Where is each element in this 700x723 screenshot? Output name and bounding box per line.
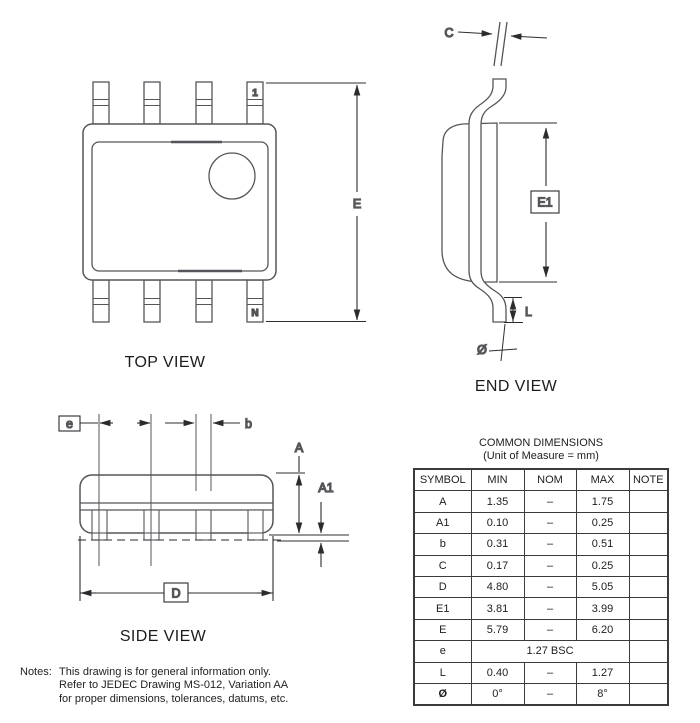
table-row <box>414 683 668 705</box>
notes-heading: Notes: <box>20 666 52 678</box>
end-view-title: END VIEW <box>474 378 558 395</box>
table-cell <box>629 683 668 705</box>
dim-A1-lines <box>269 502 349 567</box>
table-cell <box>629 576 668 597</box>
notes-lines <box>59 666 288 706</box>
dim-C-lines <box>458 32 547 38</box>
table-cell: 0.17 <box>471 555 524 576</box>
table-cell: 1.75 <box>576 491 629 512</box>
dim-A-lines <box>276 456 305 533</box>
table-cell: 0.25 <box>576 512 629 533</box>
dim-L-lines <box>504 298 523 323</box>
notes-line: Refer to JEDEC Drawing MS-012, Variation AA <box>59 679 289 692</box>
table-row <box>414 555 668 576</box>
side-view-body-outline <box>80 475 273 533</box>
dim-label-b: b <box>245 417 252 431</box>
table-row <box>414 662 668 683</box>
table-cell <box>629 619 668 640</box>
dim-label-C: C <box>444 26 454 40</box>
table-row <box>414 491 668 512</box>
table-cell: 5.79 <box>471 619 524 640</box>
dim-label-A: A <box>294 441 304 455</box>
table-cell: – <box>524 619 576 640</box>
table-cell: – <box>524 534 576 555</box>
table-cell: – <box>524 576 576 597</box>
table-cell <box>629 534 668 555</box>
table-cell: 4.80 <box>471 576 524 597</box>
table-header-row <box>414 469 668 491</box>
table-cell: 3.99 <box>576 598 629 619</box>
table-row <box>414 534 668 555</box>
table-row <box>414 576 668 597</box>
table-cell: e <box>414 641 471 662</box>
top-view <box>83 82 366 371</box>
table-cell: – <box>524 683 576 705</box>
lead-section-line-1 <box>494 22 500 66</box>
table-cell: – <box>524 662 576 683</box>
table-cell: C <box>414 555 471 576</box>
table-row <box>414 598 668 619</box>
table-row <box>414 641 668 662</box>
top-view-bottom-pins <box>93 280 263 322</box>
table-cell: 3.81 <box>471 598 524 619</box>
dim-label-angle: Ø <box>477 343 487 357</box>
table-cell: Ø <box>414 683 471 705</box>
dim-label-E: E <box>352 197 362 211</box>
table-cell <box>629 491 668 512</box>
table-cell: E1 <box>414 598 471 619</box>
table-cell: – <box>524 491 576 512</box>
end-view <box>442 22 559 395</box>
pinN-label: N <box>251 308 259 319</box>
table-cell: – <box>524 555 576 576</box>
table-cell <box>629 641 668 662</box>
table-cell <box>629 555 668 576</box>
table-cell <box>629 662 668 683</box>
table-cell: E <box>414 619 471 640</box>
lead-section-line-2 <box>501 22 507 66</box>
dim-label-E1: E1 <box>537 195 553 210</box>
table-cell: 0.25 <box>576 555 629 576</box>
col-header-note: NOTE <box>629 469 668 491</box>
table-cell: 1.35 <box>471 491 524 512</box>
side-view-title: SIDE VIEW <box>119 628 207 645</box>
dimensions-table-block <box>412 437 670 706</box>
table-cell: L <box>414 662 471 683</box>
table-cell: 5.05 <box>576 576 629 597</box>
dim-angle-lines <box>489 324 517 361</box>
notes-line: This drawing is for general information only. <box>59 666 271 678</box>
notes-line: for proper dimensions, tolerances, datums, etc. <box>59 692 289 705</box>
table-row <box>414 512 668 533</box>
table-cell: D <box>414 576 471 597</box>
table-cell: 0° <box>471 683 524 705</box>
dimensions-table <box>413 468 669 706</box>
col-header-symbol: SYMBOL <box>414 469 471 491</box>
table-cell: – <box>524 512 576 533</box>
table-cell: 1.27 <box>576 662 629 683</box>
side-view <box>59 414 349 645</box>
table-cell: 0.10 <box>471 512 524 533</box>
table-row <box>414 619 668 640</box>
pin1-label: 1 <box>252 88 258 99</box>
table-cell: b <box>414 534 471 555</box>
table-cell: A <box>414 491 471 512</box>
table-cell: 0.31 <box>471 534 524 555</box>
top-view-title: TOP VIEW <box>124 354 206 371</box>
col-header-nom: NOM <box>524 469 576 491</box>
table-subtitle: (Unit of Measure = mm) <box>483 450 599 462</box>
table-cell: 6.20 <box>576 619 629 640</box>
top-pin-bend-lines <box>93 100 263 106</box>
package-body-outline <box>83 124 276 280</box>
bottom-pin-bend-lines <box>93 299 263 305</box>
table-cell: A1 <box>414 512 471 533</box>
table-cell: 8° <box>576 683 629 705</box>
dim-label-D: D <box>171 586 181 601</box>
dim-label-A1: A1 <box>318 481 334 495</box>
top-view-top-pins <box>93 82 263 124</box>
notes-block <box>20 666 288 706</box>
table-cell: – <box>524 598 576 619</box>
dim-E-lines <box>266 83 366 322</box>
table-cell: 0.40 <box>471 662 524 683</box>
col-header-min: MIN <box>471 469 524 491</box>
table-cell: 0.51 <box>576 534 629 555</box>
table-title: COMMON DIMENSIONS <box>478 437 604 449</box>
dimensions-table-body <box>414 491 668 705</box>
table-cell: 1.27 BSC <box>471 641 629 662</box>
dim-label-e: e <box>66 417 73 431</box>
col-header-max: MAX <box>576 469 629 491</box>
table-cell <box>629 512 668 533</box>
dim-label-L: L <box>525 305 532 319</box>
table-cell <box>629 598 668 619</box>
